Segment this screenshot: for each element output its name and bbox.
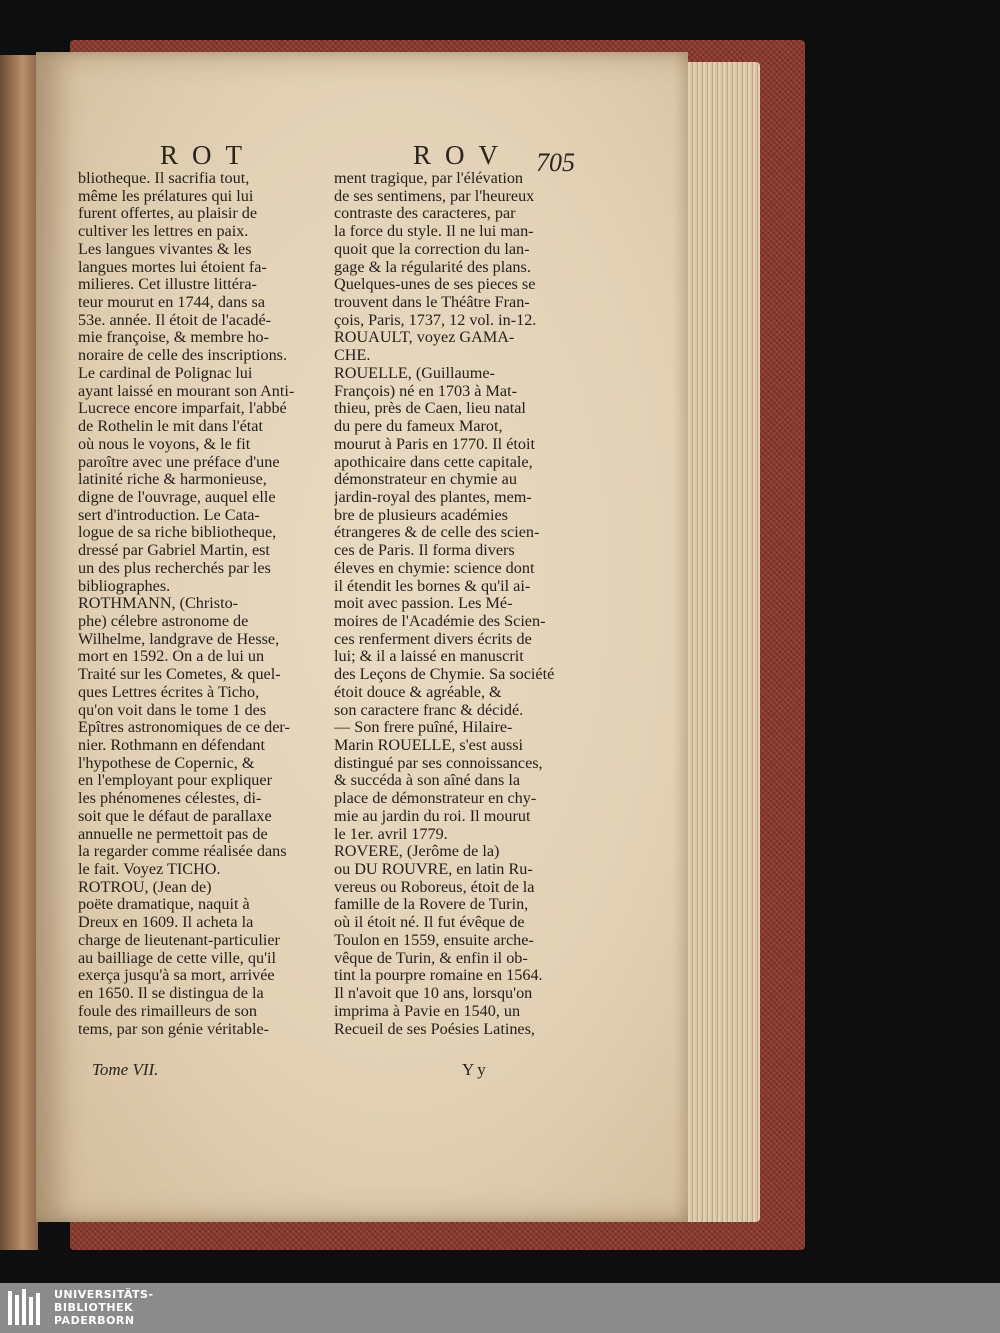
text-line: Lucrece encore imparfait, l'abbé	[78, 400, 287, 418]
text-line: lui; & il a laissé en manuscrit	[334, 648, 524, 666]
text-line: en 1650. Il se distingua de la	[78, 985, 264, 1003]
logo-line-1: UNIVERSITÄTS-	[54, 1288, 154, 1301]
text-line: ROTHMANN, (Christo-	[78, 595, 239, 613]
text-line: cultiver les lettres en paix.	[78, 223, 249, 241]
text-line: 53e. année. Il étoit de l'acadé-	[78, 311, 272, 329]
text-line: mort en 1592. On a de lui un	[78, 648, 265, 666]
logo-line-2: BIBLIOTHEK	[54, 1301, 134, 1314]
text-line: digne de l'ouvrage, auquel elle	[78, 488, 276, 506]
text-line: même les prélatures qui lui	[78, 187, 254, 205]
text-line: ces renferment divers écrits de	[334, 630, 532, 648]
footer-volume: Tome VII.	[92, 1060, 159, 1079]
text-line: trouvent dans le Théâtre Fran-	[334, 294, 530, 312]
text-line: démonstrateur en chymie au	[334, 471, 517, 489]
text-line: ROUAULT, voyez GAMA-	[334, 329, 515, 347]
text-line: & succéda à son aîné dans la	[334, 772, 521, 790]
footer-signature: Yy	[462, 1060, 489, 1079]
text-line: poëte dramatique, naquit à	[78, 896, 250, 914]
text-line: ROVERE, (Jerôme de la)	[334, 843, 500, 861]
text-line: foule des rimailleurs de son	[78, 1002, 257, 1020]
text-line: paroître avec une préface d'une	[78, 453, 280, 471]
text-line: bibliographes.	[78, 577, 171, 595]
text-line: place de démonstrateur en chy-	[334, 790, 537, 808]
text-line: Traité sur les Cometes, & quel-	[78, 666, 281, 684]
text-line: furent offertes, au plaisir de	[78, 205, 258, 223]
text-line: qu'on voit dans le tome 1 des	[78, 701, 267, 719]
text-line: phe) célebre astronome de	[78, 612, 249, 630]
text-line: Quelques-unes de ses pieces se	[334, 276, 536, 294]
text-line: éleves en chymie: science dont	[334, 559, 535, 577]
text-line: mourut à Paris en 1770. Il étoit	[334, 435, 535, 453]
text-line: famille de la Rovere de Turin,	[334, 896, 529, 914]
text-line: quoit que la correction du lan-	[334, 240, 530, 258]
text-line: CHE.	[334, 347, 371, 365]
text-line: où nous le voyons, & le fit	[78, 435, 251, 453]
text-line: moit avec passion. Les Mé-	[334, 595, 513, 613]
text-line: gage & la régularité des plans.	[334, 258, 531, 276]
page-number: 705	[536, 148, 575, 177]
text-line: la regarder comme réalisée dans	[78, 843, 287, 861]
text-line: de Rothelin le mit dans l'état	[78, 418, 263, 436]
left-text-column	[78, 170, 324, 1038]
logo-line-3: PADERBORN	[54, 1314, 135, 1327]
running-header-left: ROT	[160, 140, 256, 170]
library-logo-icon	[6, 1287, 46, 1329]
text-line: distingué par ses connoissances,	[334, 754, 543, 772]
left-page-edge	[0, 55, 38, 1250]
text-line: mie au jardin du roi. Il mourut	[334, 807, 531, 825]
text-line: annuelle ne permettoit pas de	[78, 825, 268, 843]
text-line: logue de sa riche bibliotheque,	[78, 524, 277, 542]
library-logo-bar	[0, 1283, 1000, 1333]
text-line: Il n'avoit que 10 ans, lorsqu'on	[334, 985, 533, 1003]
text-line: Wilhelme, landgrave de Hesse,	[78, 630, 280, 648]
text-line: ces de Paris. Il forma divers	[334, 542, 515, 560]
text-line: moires de l'Académie des Scien-	[334, 612, 546, 630]
text-line: imprima à Pavie en 1540, un	[334, 1002, 521, 1020]
text-line: apothicaire dans cette capitale,	[334, 453, 533, 471]
text-line: ayant laissé en mourant son Anti-	[78, 382, 295, 400]
text-line: vêque de Turin, & enfin il ob-	[334, 949, 528, 967]
text-line: tint la pourpre romaine en 1564.	[334, 967, 543, 985]
text-line: bre de plusieurs académies	[334, 506, 508, 524]
text-line: bliotheque. Il sacrifia tout,	[78, 170, 250, 187]
text-line: mie françoise, & membre ho-	[78, 329, 270, 347]
text-line: étrangeres & de celle des scien-	[334, 524, 540, 542]
text-line: sert d'introduction. Le Cata-	[78, 506, 260, 524]
text-line: exerça jusqu'à sa mort, arrivée	[78, 967, 275, 985]
text-line: Le cardinal de Polignac lui	[78, 364, 253, 382]
text-line: Marin ROUELLE, s'est aussi	[334, 737, 524, 754]
text-line: latinité riche & harmonieuse,	[78, 471, 267, 489]
text-line: ment tragique, par l'élévation	[334, 170, 524, 187]
text-line: ROUELLE, (Guillaume-	[334, 364, 495, 382]
text-line: François) né en 1703 à Mat-	[334, 382, 517, 400]
library-logo-text	[54, 1288, 154, 1327]
text-line: des Leçons de Chymie. Sa société	[334, 666, 555, 684]
text-line: dressé par Gabriel Martin, est	[78, 542, 270, 560]
text-line: les phénomenes célestes, di-	[78, 790, 262, 808]
text-line: au bailliage de cette ville, qu'il	[78, 949, 276, 967]
text-line: Recueil de ses Poésies Latines,	[334, 1020, 535, 1038]
text-line: son caractere franc & décidé.	[334, 701, 524, 719]
text-line: soit que le défaut de parallaxe	[78, 807, 272, 825]
text-line: charge de lieutenant-particulier	[78, 931, 280, 949]
text-line: thieu, près de Caen, lieu natal	[334, 400, 526, 418]
text-line: milieres. Cet illustre littéra-	[78, 276, 257, 294]
text-line: — Son frere puîné, Hilaire-	[334, 719, 513, 737]
text-line: Toulon en 1559, ensuite arche-	[334, 931, 534, 949]
running-header-right: ROV	[413, 140, 513, 170]
text-line: Epîtres astronomiques de ce der-	[78, 719, 290, 737]
text-line: de ses sentimens, par l'heureux	[334, 187, 535, 205]
text-line: Dreux en 1609. Il acheta la	[78, 914, 254, 932]
text-line: étoit douce & agréable, &	[334, 683, 502, 701]
page-block-edges	[680, 62, 760, 1222]
text-line: la force du style. Il ne lui man-	[334, 223, 534, 241]
text-line: vereus ou Roboreus, étoit de la	[334, 878, 535, 896]
text-line: çois, Paris, 1737, 12 vol. in-12.	[334, 311, 537, 329]
text-line: ou DU ROUVRE, en latin Ru-	[334, 861, 533, 879]
text-line: il étendit les bornes & qu'il ai-	[334, 577, 531, 595]
text-line: ROTROU, (Jean de)	[78, 878, 212, 896]
right-text-column	[334, 170, 580, 1038]
text-line: jardin-royal des plantes, mem-	[334, 488, 532, 506]
text-line: ques Lettres écrites à Ticho,	[78, 683, 260, 701]
text-line: teur mourut en 1744, dans sa	[78, 294, 266, 312]
text-line: contraste des caracteres, par	[334, 205, 516, 223]
text-line: langues mortes lui étoient fa-	[78, 258, 267, 276]
text-line: un des plus recherchés par les	[78, 559, 271, 577]
text-line: Les langues vivantes & les	[78, 240, 252, 258]
text-line: le 1er. avril 1779.	[334, 825, 448, 843]
text-line: l'hypothese de Copernic, &	[78, 754, 255, 772]
text-line: en l'employant pour expliquer	[78, 772, 272, 790]
text-line: tems, par son génie véritable-	[78, 1020, 270, 1038]
text-line: le fait. Voyez TICHO.	[78, 861, 221, 879]
text-line: noraire de celle des inscriptions.	[78, 347, 288, 365]
text-line: nier. Rothmann en défendant	[78, 737, 266, 754]
text-line: du pere du fameux Marot,	[334, 418, 503, 436]
text-line: où il étoit né. Il fut évêque de	[334, 914, 525, 932]
